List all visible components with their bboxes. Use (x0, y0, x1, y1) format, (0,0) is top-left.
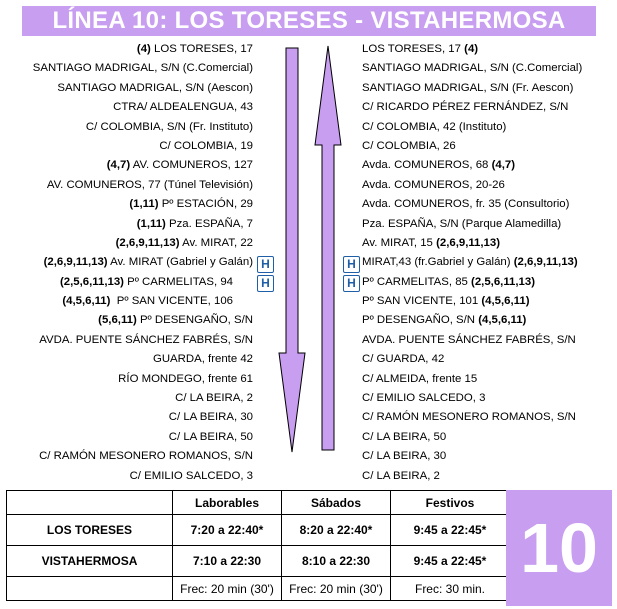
header-sabados: Sábados (282, 491, 391, 515)
connecting-lines: (1,11) (129, 198, 159, 211)
stop-name: MIRAT,43 (fr.Gabriel y Galán) (362, 256, 514, 269)
stop-name: C/ LA BEIRA, 2 (175, 392, 253, 405)
time-cell: 9:45 a 22:45* (391, 546, 510, 577)
time-cell: 9:45 a 22:45* (391, 515, 510, 546)
stop-name: SANTIAGO MADRIGAL, S/N (C.Comercial) (362, 62, 583, 75)
stop-name: SANTIAGO MADRIGAL, S/N (C.Comercial) (32, 62, 253, 75)
stop-name: Av. MIRAT (Gabriel y Galán) (107, 256, 253, 269)
stop-name: AVDA. PUENTE SÁNCHEZ FABRÉS, S/N (362, 333, 576, 346)
stop-name: Av. MIRAT, 15 (362, 236, 437, 249)
stop-name: C/ LA BEIRA, 30 (168, 411, 253, 424)
line-number-badge: 10 (506, 490, 612, 606)
stop-name: AV. COMUNEROS, 77 (Túnel Televisión) (46, 178, 253, 191)
stop-name: SANTIAGO MADRIGAL, S/N (Aescon) (57, 81, 253, 94)
up-arrow-icon (315, 46, 341, 450)
stop-name: C/ COLOMBIA, 42 (Instituto) (362, 120, 507, 133)
connecting-lines: (2,6,9,11,13) (43, 256, 108, 269)
row-name-vistahermosa: VISTAHERMOSA (7, 546, 173, 577)
stop-name: RÍO MONDEGO, frente 61 (118, 372, 253, 385)
frequency-cell: Frec: 20 min (30') (173, 577, 282, 601)
down-arrow-icon (279, 48, 305, 452)
stop-name: Pº SAN VICENTE, 106 (110, 295, 233, 308)
stop-name: Pza. ESPAÑA, 7 (165, 217, 253, 230)
stop-name: C/ LA BEIRA, 30 (362, 450, 447, 463)
stop-name: Pº DESENGAÑO, S/N (362, 314, 479, 327)
frequency-cell: Frec: 20 min (30') (282, 577, 391, 601)
schedule-corner (7, 491, 173, 515)
stop-name: C/ EMILIO SALCEDO, 3 (129, 469, 253, 482)
frequency-cell: Frec: 30 min. (391, 577, 510, 601)
stop-name: C/ RAMÓN MESONERO ROMANOS, S/N (39, 450, 253, 463)
hospital-icon: H (257, 256, 274, 273)
stop-name: C/ ALMEIDA, frente 15 (362, 372, 478, 385)
row-name-los-toreses: LOS TORESES (7, 515, 173, 546)
connecting-lines: (4) (464, 43, 479, 55)
stop-name: Avda. COMUNEROS, fr. 35 (Consultorio) (362, 198, 570, 211)
connecting-lines: (4) (136, 43, 151, 55)
time-cell: 7:20 a 22:40* (173, 515, 282, 546)
header-festivos: Festivos (391, 491, 510, 515)
stop-name: Pº CARMELITAS, 94 (123, 275, 233, 288)
stop-name: C/ LA BEIRA, 50 (168, 430, 253, 443)
connecting-lines: (4,5,6,11) (481, 295, 530, 308)
stop-name: Avda. COMUNEROS, 68 (362, 159, 492, 172)
stop-name: C/ EMILIO SALCEDO, 3 (362, 392, 486, 405)
stop-name: Pº SAN VICENTE, 101 (362, 295, 482, 308)
time-cell: 8:20 a 22:40* (282, 515, 391, 546)
stop-name: GUARDA, frente 42 (152, 353, 253, 366)
stop-name: LOS TORESES, 17 (150, 43, 253, 55)
stop-name: Pza. ESPAÑA, S/N (Parque Alamedilla) (362, 217, 562, 230)
stop-name: Pº ESTACIÓN, 29 (158, 198, 253, 211)
stop-name: Pº CARMELITAS, 85 (362, 275, 472, 288)
stop-name: C/ RAMÓN MESONERO ROMANOS, S/N (362, 411, 576, 424)
hospital-icon: H (343, 275, 360, 292)
stop-name: AV. COMUNEROS, 127 (130, 159, 253, 172)
stop-name: C/ COLOMBIA, 19 (159, 139, 253, 152)
connecting-lines: (4,5,6,11) (62, 295, 111, 308)
connecting-lines: (2,5,6,11,13) (60, 275, 124, 288)
connecting-lines: (2,5,6,11,13) (471, 275, 535, 288)
stop-name: C/ LA BEIRA, 2 (362, 469, 440, 482)
stop-name: SANTIAGO MADRIGAL, S/N (Fr. Aescon) (362, 81, 574, 94)
stop-name: Av. MIRAT, 22 (179, 236, 253, 249)
connecting-lines: (4,5,6,11) (478, 314, 527, 327)
connecting-lines: (2,6,9,11,13) (513, 256, 578, 269)
route-title: LÍNEA 10: LOS TORESES - VISTAHERMOSA (22, 6, 596, 36)
header-laborables: Laborables (173, 491, 282, 515)
stop-name: C/ LA BEIRA, 50 (362, 430, 447, 443)
connecting-lines: (2,6,9,11,13) (115, 236, 180, 249)
stop-name: Pº DESENGAÑO, S/N (136, 314, 253, 327)
time-cell: 8:10 a 22:30 (282, 546, 391, 577)
connecting-lines: (4,7) (106, 159, 131, 172)
hospital-icon: H (343, 256, 360, 273)
time-cell: 7:10 a 22:30 (173, 546, 282, 577)
connecting-lines: (4,7) (491, 159, 515, 172)
stop-name: C/ RICARDO PÉREZ FERNÁNDEZ, S/N (362, 101, 569, 114)
hospital-icon: H (257, 275, 274, 292)
connecting-lines: (1,11) (136, 217, 166, 230)
stop-name: C/ COLOMBIA, 26 (362, 139, 456, 152)
stop-name: CTRA/ ALDEALENGUA, 43 (113, 101, 253, 114)
frequency-corner (7, 577, 173, 601)
stop-name: C/ COLOMBIA, S/N (Fr. Instituto) (85, 120, 253, 133)
connecting-lines: (2,6,9,11,13) (436, 236, 501, 249)
stop-name: AVDA. PUENTE SÁNCHEZ FABRÉS, S/N (39, 333, 253, 346)
stop-name: Avda. COMUNEROS, 20-26 (362, 178, 505, 191)
schedule-table (6, 490, 510, 601)
stop-name: C/ GUARDA, 42 (362, 353, 445, 366)
stop-name: LOS TORESES, 17 (362, 43, 465, 55)
connecting-lines: (5,6,11) (98, 314, 137, 327)
